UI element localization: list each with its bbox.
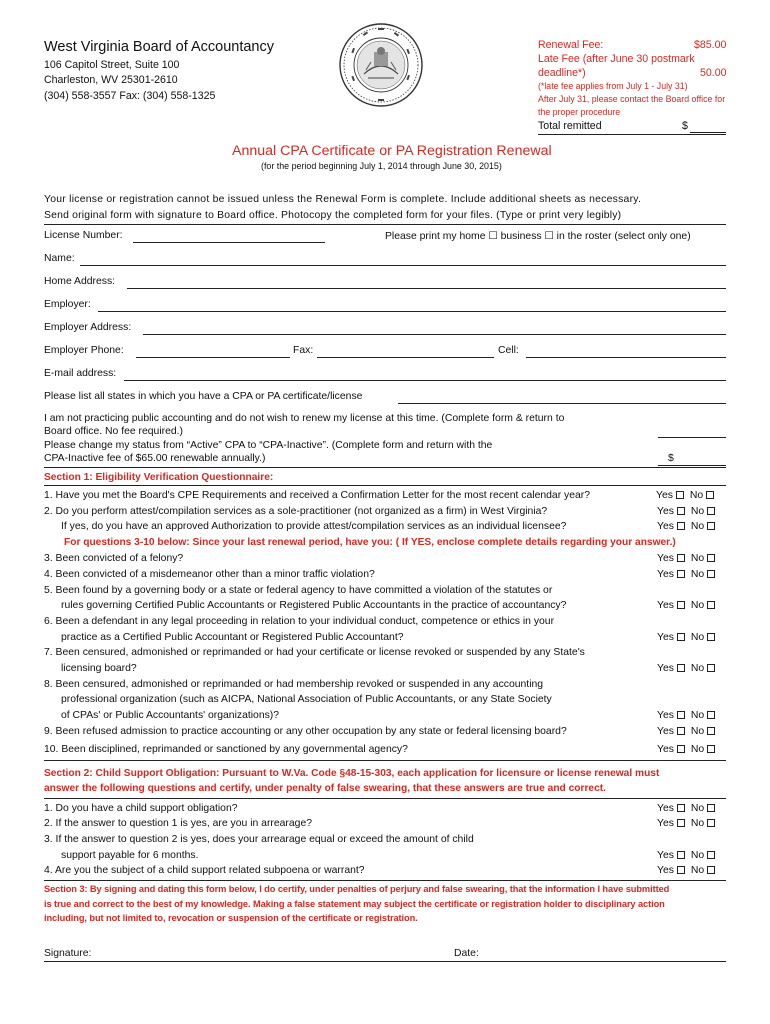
- s1-question-2: 2. Do you perform attest/compilation services as a sole-practitioner (not organized as a firm) in West Virginia?: [44, 506, 548, 517]
- status-divider: [44, 467, 726, 468]
- s1-q4-answer[interactable]: [657, 569, 718, 580]
- name-label: Name:: [44, 253, 75, 264]
- s1-question-9: 9. Been refused admission to practice accounting or any other occupation by any state or federal licensing board?: [44, 726, 567, 737]
- s1-question-3: 3. Been convicted of a felony?: [44, 553, 184, 564]
- s1-question-5b: rules governing Certified Public Accountants or Registered Public Accountants in the practice of accountancy?: [61, 600, 567, 611]
- yes-checkbox[interactable]: [677, 727, 685, 735]
- yes-label: Yes: [657, 818, 674, 829]
- no-checkbox[interactable]: [707, 664, 715, 672]
- yes-checkbox[interactable]: [677, 554, 685, 562]
- no-label: No: [690, 803, 705, 814]
- not-practicing-line-2: Board office. No fee required.): [44, 426, 184, 437]
- no-label: No: [690, 632, 705, 643]
- section-1-divider: [44, 485, 726, 486]
- org-address-line1: 106 Capitol Street, Suite 100: [44, 59, 180, 71]
- inactive-line-2: CPA-Inactive fee of $65.00 renewable annually.): [44, 453, 266, 464]
- yes-label: Yes: [657, 506, 674, 517]
- s1-question-8b: professional organization (such as AICPA, National Association of Public Accountants, or any State Society: [61, 694, 552, 705]
- total-remitted-label: Total remitted: [538, 120, 602, 132]
- s2-q3-answer[interactable]: [657, 850, 718, 861]
- yes-label: Yes: [657, 865, 674, 876]
- org-name: West Virginia Board of Accountancy: [44, 39, 274, 55]
- yes-label: Yes: [657, 726, 674, 737]
- yes-label: Yes: [657, 553, 674, 564]
- section-1-end-divider: [44, 760, 726, 761]
- section-3-line-1: Section 3: By signing and dating this form below, I do certify, under penalties of perjury and false swearing, that the information I have submitted: [44, 884, 670, 894]
- license-number-label: License Number:: [44, 230, 123, 241]
- no-label: No: [690, 710, 705, 721]
- yes-checkbox[interactable]: [677, 633, 685, 641]
- s1-question-4: 4. Been convicted of a misdemeanor other than a minor traffic violation?: [44, 569, 375, 580]
- yes-checkbox[interactable]: [677, 507, 685, 515]
- name-field[interactable]: [80, 265, 726, 266]
- states-label: Please list all states in which you have a CPA or PA certificate/license: [44, 391, 363, 402]
- no-checkbox[interactable]: [707, 866, 715, 874]
- home-address-field[interactable]: [127, 288, 726, 289]
- no-checkbox[interactable]: [707, 570, 715, 578]
- no-checkbox[interactable]: [707, 522, 715, 530]
- not-practicing-field[interactable]: [658, 437, 726, 438]
- no-label: No: [690, 726, 705, 737]
- no-checkbox[interactable]: [706, 491, 714, 499]
- s1-q7-answer[interactable]: [657, 663, 718, 674]
- yes-checkbox[interactable]: [677, 866, 685, 874]
- yes-label: Yes: [656, 490, 673, 501]
- section-2-end-divider: [44, 880, 726, 881]
- section-3-line-3: including, but not limited to, revocation or suspension of the certificate or registration.: [44, 913, 418, 923]
- email-field[interactable]: [124, 380, 726, 381]
- s1-question-8a: 8. Been censured, admonished or reprimanded or had membership revoked or suspended in any accounting: [44, 679, 544, 690]
- org-address-line2: Charleston, WV 25301-2610: [44, 74, 178, 86]
- yes-checkbox[interactable]: [677, 851, 685, 859]
- no-label: No: [690, 521, 705, 532]
- intro-divider: [44, 224, 726, 225]
- yes-label: Yes: [657, 803, 674, 814]
- board-seal-icon: [338, 22, 424, 108]
- s2-q2-answer[interactable]: [657, 818, 718, 829]
- late-fee-note-3: the proper procedure: [538, 107, 621, 117]
- renewal-fee-label: Renewal Fee:: [538, 39, 604, 51]
- s2-question-4: 4. Are you the subject of a child support related subpoena or warrant?: [44, 865, 365, 876]
- employer-field[interactable]: [98, 311, 726, 312]
- yes-checkbox[interactable]: [677, 711, 685, 719]
- no-checkbox[interactable]: [707, 601, 715, 609]
- section-3-line-2: is true and correct to the best of my knowledge. Making a false statement may subject the certificate or registration holder to disciplinary action: [44, 899, 665, 909]
- s2-question-3a: 3. If the answer to question 2 is yes, does your arrearage equal or exceed the amount of child: [44, 834, 474, 845]
- yes-label: Yes: [657, 569, 674, 580]
- no-checkbox[interactable]: [707, 554, 715, 562]
- s1-q2b-answer[interactable]: [657, 521, 718, 532]
- yes-label: Yes: [657, 850, 674, 861]
- states-field[interactable]: [398, 403, 726, 404]
- employer-address-label: Employer Address:: [44, 322, 132, 333]
- s1-question-6b: practice as a Certified Public Accountant or Registered Public Accountant?: [61, 632, 404, 643]
- inactive-fee-field[interactable]: [658, 465, 726, 466]
- license-number-field[interactable]: [133, 242, 325, 243]
- cell-label: Cell:: [498, 345, 519, 356]
- late-fee-label-2: deadline*): [538, 67, 586, 79]
- fax-field[interactable]: [317, 357, 494, 358]
- s1-q2-answer[interactable]: [657, 506, 718, 517]
- cell-field[interactable]: [526, 357, 726, 358]
- yes-checkbox[interactable]: [677, 601, 685, 609]
- s1-question-5a: 5. Been found by a governing body or a state or federal agency to have committed a violation of the statutes or: [44, 585, 553, 596]
- s1-q9-answer[interactable]: [657, 726, 718, 737]
- s1-question-1: 1. Have you met the Board's CPE Requirements and received a Confirmation Letter for the most recent calendar year?: [44, 490, 591, 501]
- s1-q3-answer[interactable]: [657, 553, 718, 564]
- yes-checkbox[interactable]: [677, 819, 685, 827]
- no-label: No: [690, 850, 705, 861]
- yes-label: Yes: [657, 710, 674, 721]
- no-label: No: [690, 569, 705, 580]
- fax-label: Fax:: [293, 345, 314, 356]
- inactive-line-1: Please change my status from “Active” CPA to “CPA-Inactive”. (Complete form and return with the: [44, 440, 493, 451]
- intro-line-2: Send original form with signature to Board office. Photocopy the completed form for your files. (Type or print very legibly): [44, 210, 622, 221]
- yes-checkbox[interactable]: [677, 664, 685, 672]
- s1-question-8c: of CPAs' or Public Accountants' organizations)?: [61, 710, 280, 721]
- s1-q5-answer[interactable]: [657, 600, 718, 611]
- yes-checkbox[interactable]: [676, 491, 684, 499]
- late-fee-note-2: After July 31, please contact the Board office for: [538, 94, 726, 104]
- s1-note: For questions 3-10 below: Since your last renewal period, have you: ( If YES, enclose complete details regarding your answer.): [64, 537, 676, 548]
- yes-checkbox[interactable]: [677, 522, 685, 530]
- late-fee-note-1: (*late fee applies from July 1 - July 31): [538, 81, 688, 91]
- employer-phone-field[interactable]: [136, 357, 290, 358]
- form-subtitle: (for the period beginning July 1, 2014 through June 30, 2015): [261, 161, 502, 171]
- section-2-divider: [44, 798, 726, 799]
- yes-label: Yes: [657, 632, 674, 643]
- signature-label: Signature:: [44, 948, 92, 959]
- email-label: E-mail address:: [44, 368, 117, 379]
- yes-label: Yes: [657, 663, 674, 674]
- no-label: No: [690, 506, 705, 517]
- no-checkbox[interactable]: [707, 727, 715, 735]
- no-checkbox[interactable]: [707, 633, 715, 641]
- no-label: No: [690, 818, 705, 829]
- no-label: No: [690, 663, 705, 674]
- date-label: Date:: [454, 948, 479, 959]
- s1-question-10: 10. Been disciplined, reprimanded or sanctioned by any governmental agency?: [44, 744, 408, 755]
- s1-q8-answer[interactable]: [657, 710, 718, 721]
- no-checkbox[interactable]: [707, 851, 715, 859]
- total-remitted-symbol: $: [682, 120, 688, 132]
- no-checkbox[interactable]: [707, 819, 715, 827]
- section-2-heading-1: Section 2: Child Support Obligation: Pursuant to W.Va. Code §48-15-303, each application for licensure or license renewal must: [44, 768, 660, 779]
- not-practicing-line-1: I am not practicing public accounting and do not wish to renew my license at this time. (Complete form & return to: [44, 413, 565, 424]
- intro-line-1: Your license or registration cannot be issued unless the Renewal Form is complete. Include additional sheets as necessary.: [44, 194, 642, 205]
- roster-preference[interactable]: Please print my home ☐ business ☐ in the roster (select only one): [385, 231, 691, 242]
- yes-checkbox[interactable]: [677, 570, 685, 578]
- org-phone: (304) 558-3557 Fax: (304) 558-1325: [44, 90, 216, 102]
- yes-label: Yes: [657, 600, 674, 611]
- no-label: No: [690, 600, 705, 611]
- renewal-fee-amount: $85.00: [694, 39, 727, 51]
- s2-q1-answer[interactable]: [657, 803, 718, 814]
- s1-q6-answer[interactable]: [657, 632, 718, 643]
- s1-question-6a: 6. Been a defendant in any legal proceeding in relation to your individual conduct, competence or ethics in your: [44, 616, 555, 627]
- s2-question-2: 2. If the answer to question 1 is yes, are you in arrearage?: [44, 818, 313, 829]
- no-checkbox[interactable]: [707, 711, 715, 719]
- s1-question-7b: licensing board?: [61, 663, 137, 674]
- home-address-label: Home Address:: [44, 276, 116, 287]
- no-label: No: [689, 490, 704, 501]
- s2-question-3b: support payable for 6 months.: [61, 850, 199, 861]
- employer-address-field[interactable]: [143, 334, 726, 335]
- s2-question-1: 1. Do you have a child support obligation?: [44, 803, 238, 814]
- no-label: No: [690, 744, 705, 755]
- s2-q4-answer[interactable]: [657, 865, 718, 876]
- late-fee-amount: 50.00: [700, 67, 727, 79]
- s1-question-7a: 7. Been censured, admonished or reprimanded or had your certificate or license revoked or suspended by any State's: [44, 647, 585, 658]
- section-1-heading: Section 1: Eligibility Verification Questionnaire:: [44, 472, 274, 483]
- s1-q10-answer[interactable]: [657, 744, 718, 755]
- signature-field[interactable]: [44, 961, 726, 962]
- s1-question-2b: If yes, do you have an approved Authorization to provide attest/compilation services as an individual licensee?: [61, 521, 567, 532]
- yes-label: Yes: [657, 521, 674, 532]
- no-checkbox[interactable]: [707, 745, 715, 753]
- form-title: Annual CPA Certificate or PA Registration Renewal: [232, 143, 552, 159]
- fees-divider: [538, 134, 726, 135]
- no-label: No: [690, 865, 705, 876]
- total-remitted-field[interactable]: [690, 132, 726, 133]
- no-checkbox[interactable]: [707, 804, 715, 812]
- yes-checkbox[interactable]: [677, 745, 685, 753]
- section-2-heading-2: answer the following questions and certify, under penalty of false swearing, that these answers are true and correct.: [44, 783, 606, 794]
- s1-q1-answer[interactable]: [656, 490, 717, 501]
- employer-phone-label: Employer Phone:: [44, 345, 124, 356]
- yes-checkbox[interactable]: [677, 804, 685, 812]
- employer-label: Employer:: [44, 299, 91, 310]
- late-fee-label-1: Late Fee (after June 30 postmark: [538, 53, 695, 65]
- yes-label: Yes: [657, 744, 674, 755]
- no-checkbox[interactable]: [707, 507, 715, 515]
- no-label: No: [690, 553, 705, 564]
- inactive-fee-symbol: $: [668, 453, 674, 464]
